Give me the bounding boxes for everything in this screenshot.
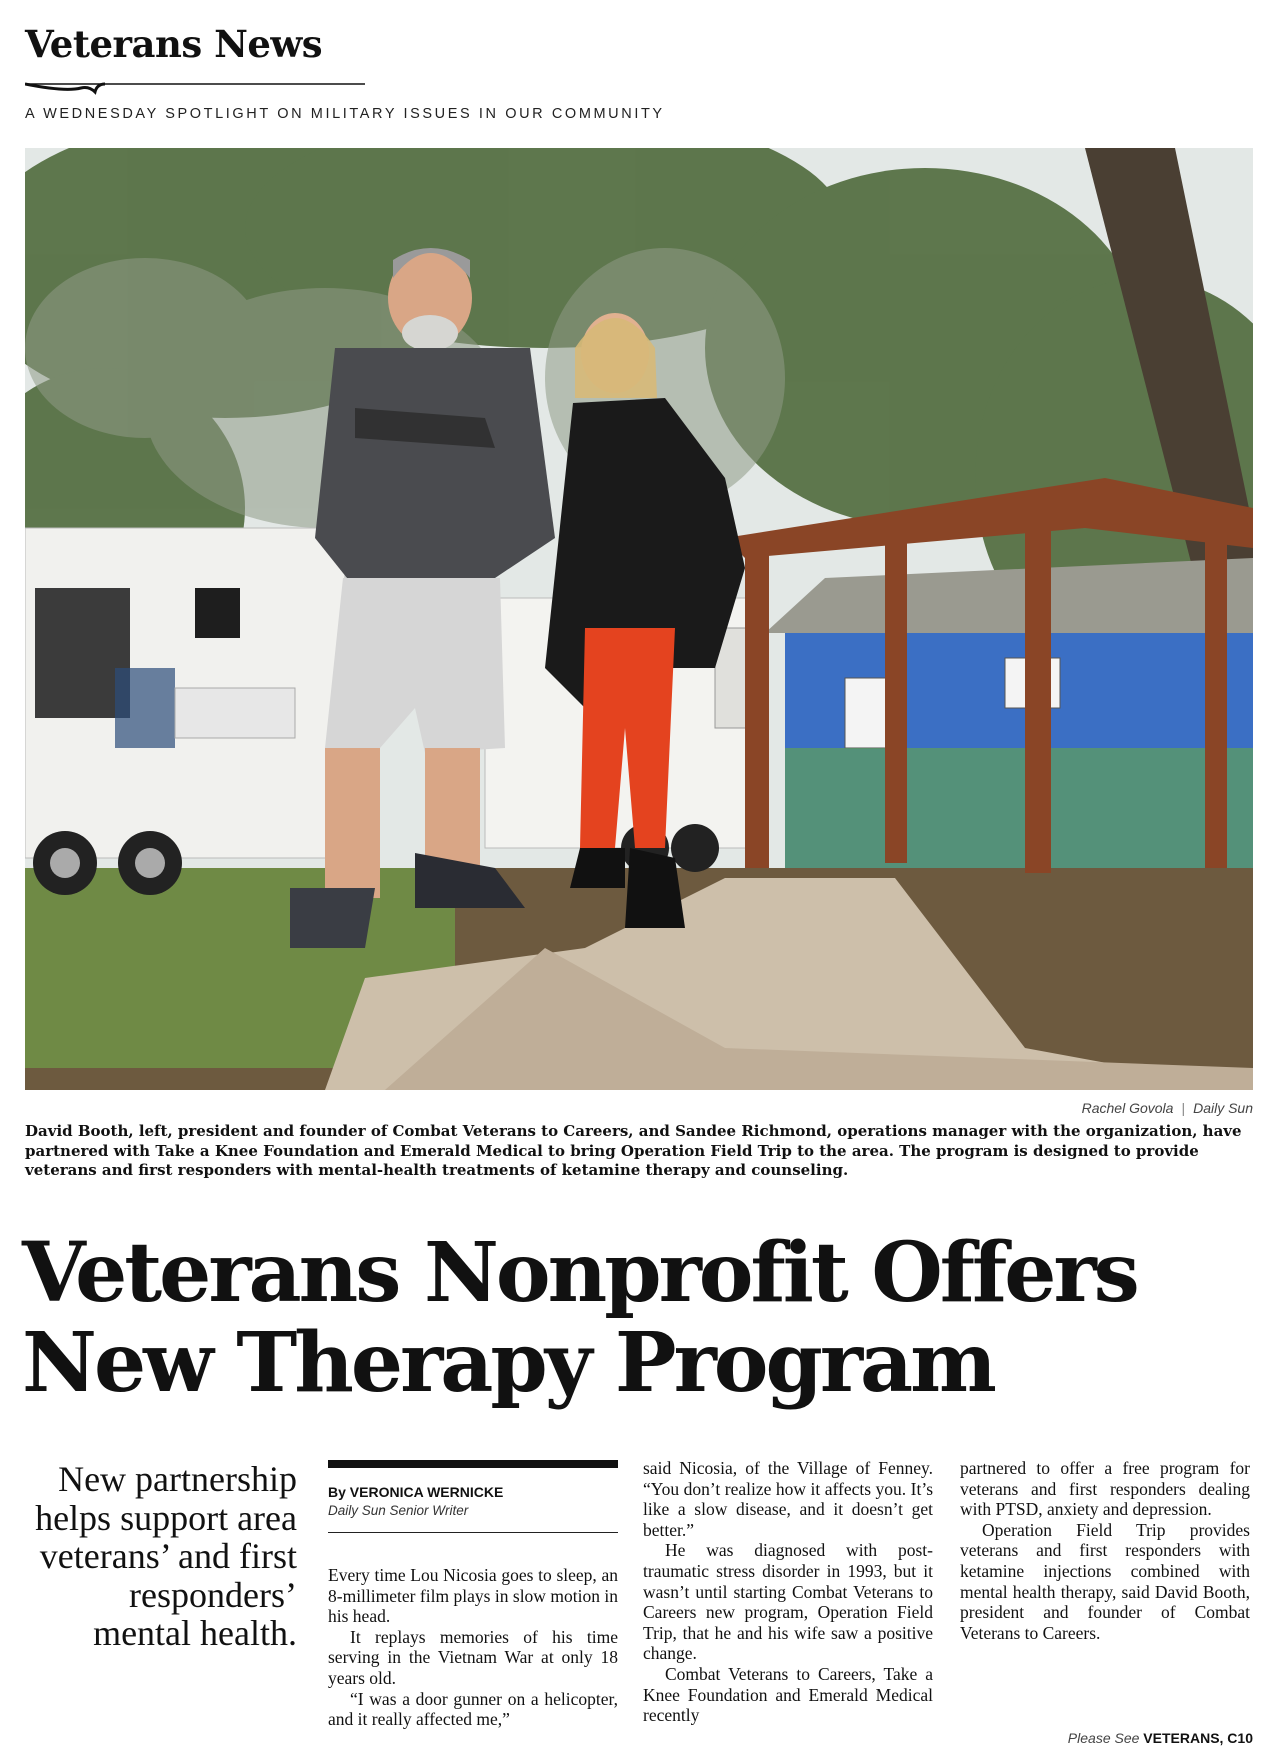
paragraph: Operation Field Trip provides veterans and first responders with ketamine injections combined with mental health therapy, said David Booth, president and founder of Combat Veterans to Careers. bbox=[960, 1519, 1250, 1643]
paragraph: said Nicosia, of the Village of Fenney. “You don’t realize how it affects you. It’s like a slow disease, and it doesn’t get better.” bbox=[643, 1458, 933, 1540]
byline bbox=[328, 1460, 618, 1533]
headline-line-2: New Therapy Program bbox=[22, 1315, 994, 1411]
paragraph: It replays memories of his time serving in the Vietnam War at only 18 years old. bbox=[328, 1626, 618, 1688]
byline-rule-top bbox=[328, 1460, 618, 1468]
credit-photographer: Rachel Govola bbox=[1081, 1100, 1174, 1116]
photo-credit bbox=[1082, 1100, 1253, 1116]
paragraph: He was diagnosed with post-traumatic stress disorder in 1993, but it wasn’t until starting Combat Veterans to Careers new program, Operation Field Trip, that he and his wife saw a positive change. bbox=[643, 1540, 933, 1664]
byline-rule-bottom bbox=[328, 1532, 618, 1533]
byline-role: Daily Sun Senior Writer bbox=[328, 1503, 469, 1518]
byline-author: VERONICA WERNICKE bbox=[349, 1484, 504, 1500]
credit-outlet: Daily Sun bbox=[1193, 1100, 1253, 1116]
tagline: A WEDNESDAY SPOTLIGHT ON MILITARY ISSUES IN OUR COMMUNITY bbox=[25, 106, 665, 122]
byline-by: By bbox=[328, 1484, 346, 1500]
article-column-1 bbox=[328, 1565, 618, 1730]
jump-line[interactable] bbox=[1068, 1730, 1253, 1746]
headline bbox=[22, 1225, 1262, 1411]
deck: New partnership helps support area veterans’ and first responders’ mental health. bbox=[35, 1459, 297, 1653]
paragraph: Combat Veterans to Careers, Take a Knee Foundation and Emerald Medical recently bbox=[643, 1663, 933, 1726]
credit-separator: | bbox=[1181, 1100, 1186, 1116]
paragraph: Every time Lou Nicosia goes to sleep, an 8-millimeter film plays in slow motion in his head. bbox=[328, 1565, 618, 1627]
jump-reference[interactable]: VETERANS, C10 bbox=[1143, 1730, 1253, 1746]
photo-caption: David Booth, left, president and founder of Combat Veterans to Careers, and Sandee Richmond, operations manager with the organization, have partnered with Take a Knee Foundation and Emerald Medical to bring Operation Field Trip to the area. The program is designed to provide veterans and first responders with mental-health treatments of ketamine therapy and counseling. bbox=[25, 1122, 1242, 1179]
masthead-rule bbox=[25, 80, 365, 98]
masthead-title: Veterans News bbox=[25, 22, 323, 66]
article-column-3 bbox=[960, 1458, 1250, 1643]
paragraph: “I was a door gunner on a helicopter, and it really affected me,” bbox=[328, 1688, 618, 1730]
paragraph: partnered to offer a free program for veterans and first responders dealing with PTSD, anxiety and depression. bbox=[960, 1458, 1250, 1520]
feature-photo bbox=[25, 148, 1253, 1090]
jump-prefix: Please See bbox=[1067, 1730, 1140, 1746]
headline-line-1: Veterans Nonprofit Offers bbox=[22, 1225, 1137, 1321]
masthead bbox=[25, 18, 365, 70]
article-column-2 bbox=[643, 1458, 933, 1726]
